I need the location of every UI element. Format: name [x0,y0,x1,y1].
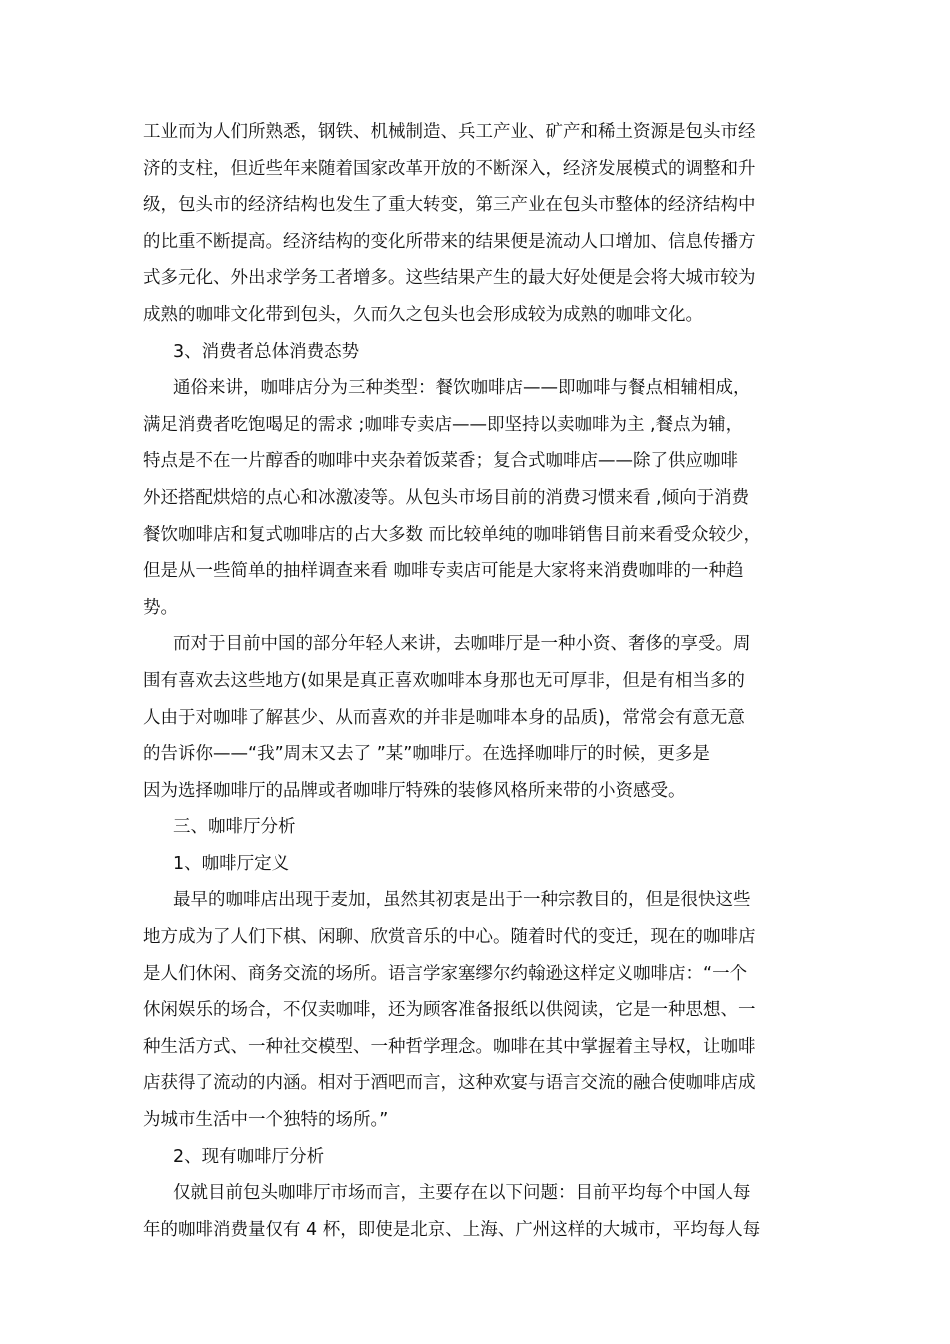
paragraph-line: 围有喜欢去这些地方(如果是真正喜欢咖啡本身那也无可厚非，但是有相当多的 [143,670,745,691]
section-heading: 1、咖啡厅定义 [173,853,290,874]
paragraph-line: 人由于对咖啡了解甚少、从而喜欢的并非是咖啡本身的品质)，常常会有意无意 [143,707,745,728]
paragraph-line: 的告诉你——“我”周末又去了 ”某”咖啡厅。在选择咖啡厅的时候，更多是 [143,744,710,765]
paragraph-line: 年的咖啡消费量仅有 4 杯，即使是北京、上海、广州这样的大城市，平均每人每 [143,1219,761,1240]
document-body [143,114,815,1248]
paragraph-line: 而对于目前中国的部分年轻人来讲，去咖啡厅是一种小资、奢侈的享受。周 [173,634,751,655]
paragraph-line: 工业而为人们所熟悉，钢铁、机械制造、兵工产业、矿产和稀土资源是包头市经 [143,122,756,142]
paragraph-line: 级，包头市的经济结构也发生了重大转变，第三产业在包头市整体的经济结构中 [143,195,756,216]
paragraph-line: 最早的咖啡店出现于麦加，虽然其初衷是出于一种宗教目的，但是很快这些 [173,890,751,911]
paragraph-line: 休闲娱乐的场合，不仅卖咖啡，还为顾客准备报纸以供阅读，它是一种思想、一 [143,1000,756,1021]
paragraph-line: 仅就目前包头咖啡厅市场而言，主要存在以下问题：目前平均每个中国人每 [173,1183,751,1204]
paragraph-line: 特点是不在一片醇香的咖啡中夹杂着饭菜香；复合式咖啡店——除了供应咖啡 [143,451,738,472]
paragraph-line: 满足消费者吃饱喝足的需求 ;咖啡专卖店——即坚持以卖咖啡为主 ,餐点为辅， [143,414,744,435]
paragraph-line: 但是从一些简单的抽样调查来看 咖啡专卖店可能是大家将来消费咖啡的一种趋 [143,561,744,582]
section-heading: 三、咖啡厅分析 [173,817,296,838]
paragraph-line: 因为选择咖啡厅的品牌或者咖啡厅特殊的装修风格所来带的小资感受。 [143,780,686,801]
paragraph-line: 为城市生活中一个独特的场所。” [143,1110,389,1131]
paragraph-line: 式多元化、外出求学务工者增多。这些结果产生的最大好处便是会将大城市较为 [143,268,756,289]
paragraph-line: 种生活方式、一种社交模型、一种哲学理念。咖啡在其中掌握着主导权，让咖啡 [143,1036,756,1057]
paragraph-line: 地方成为了人们下棋、闲聊、欣赏音乐的中心。随着时代的变迁，现在的咖啡店 [143,927,756,948]
paragraph-line: 的比重不断提高。经济结构的变化所带来的结果便是流动人口增加、信息传播方 [143,231,756,252]
paragraph-line: 成熟的咖啡文化带到包头，久而久之包头也会形成较为成熟的咖啡文化。 [143,304,703,325]
paragraph-line: 餐饮咖啡店和复式咖啡店的占大多数 而比较单纯的咖啡销售目前来看受众较少， [143,524,762,545]
section-heading: 2、现有咖啡厅分析 [173,1146,325,1167]
paragraph-line: 外还搭配烘焙的点心和冰激凌等。从包头市场目前的消费习惯来看 ,倾向于消费 [143,487,750,508]
paragraph-line: 济的支柱，但近些年来随着国家改革开放的不断深入，经济发展模式的调整和升 [143,158,756,179]
paragraph-line: 势。 [143,597,178,618]
paragraph-line: 通俗来讲，咖啡店分为三种类型：餐饮咖啡店——即咖啡与餐点相辅相成， [173,378,751,399]
paragraph-line: 是人们休闲、商务交流的场所。语言学家塞缪尔约翰逊这样定义咖啡店：“一个 [143,963,748,984]
section-heading: 3、消费者总体消费态势 [173,341,360,362]
paragraph-line: 店获得了流动的内涵。相对于酒吧而言，这种欢宴与语言交流的融合使咖啡店成 [143,1073,756,1094]
